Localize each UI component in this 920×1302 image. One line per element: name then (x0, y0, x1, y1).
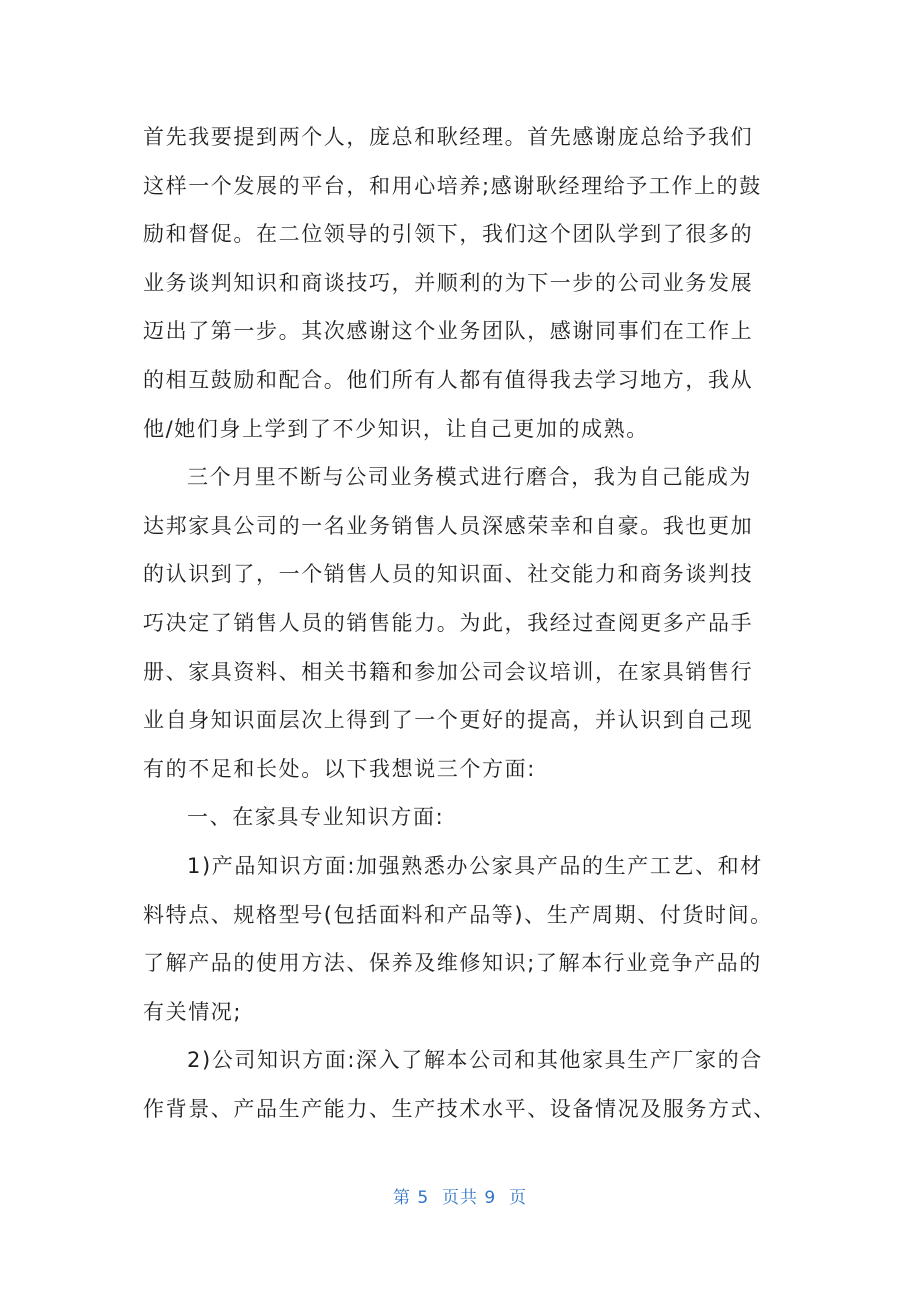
text-line-9: 达邦家具公司的一名业务销售人员深感荣幸和自豪。我也更加 (143, 513, 754, 538)
text-line-21: 作背景、产品生产能力、生产技术水平、设备情况及服务方式、 (143, 1096, 776, 1121)
text-line-1: 首先我要提到两个人，庞总和耿经理。首先感谢庞总给予我们 (143, 125, 754, 149)
text-line-20: 2)公司知识方面:深入了解本公司和其他家具生产厂家的合 (187, 1048, 763, 1073)
body-text (143, 113, 783, 1133)
text-line-5: 迈出了第一步。其次感谢这个业务团队，感谢同事们在工作上 (143, 319, 754, 344)
text-line-2: 这样一个发展的平台，和用心培养;感谢耿经理给予工作上的鼓 (143, 173, 762, 198)
text-line-8: 三个月里不断与公司业务模式进行磨合，我为自己能成为 (187, 465, 752, 490)
text-line-7: 他/她们身上学到了不少知识，让自己更加的成熟。 (143, 416, 649, 441)
text-line-10: 的认识到了，一个销售人员的知识面、社交能力和商务谈判技 (143, 562, 754, 587)
text-line-17: 料特点、规格型号(包括面料和产品等)、生产周期、付货时间。 (143, 902, 773, 927)
text-line-4: 业务谈判知识和商谈技巧，并顺利的为下一步的公司业务发展 (143, 270, 754, 295)
text-line-12: 册、家具资料、相关书籍和参加公司会议培训，在家具销售行 (143, 659, 754, 684)
text-line-18: 了解产品的使用方法、保养及维修知识;了解本行业竞争产品的 (143, 951, 762, 976)
text-line-13: 业自身知识面层次上得到了一个更好的提高，并认识到自己现 (143, 708, 754, 733)
text-line-19: 有关情况; (143, 999, 243, 1024)
text-line-3: 励和督促。在二位领导的引领下，我们这个团队学到了很多的 (143, 222, 754, 247)
text-line-11: 巧决定了销售人员的销售能力。为此，我经过查阅更多产品手 (143, 610, 754, 635)
text-line-15: 一、在家具专业知识方面: (187, 805, 445, 830)
text-line-16: 1)产品知识方面:加强熟悉办公家具产品的生产工艺、和材 (187, 853, 763, 878)
page-number-footer: 第 5 页共 9 页 (392, 1188, 528, 1208)
text-line-6: 的相互鼓励和配合。他们所有人都有值得我去学习地方，我从 (143, 367, 754, 392)
text-line-14: 有的不足和长处。以下我想说三个方面: (143, 756, 536, 781)
